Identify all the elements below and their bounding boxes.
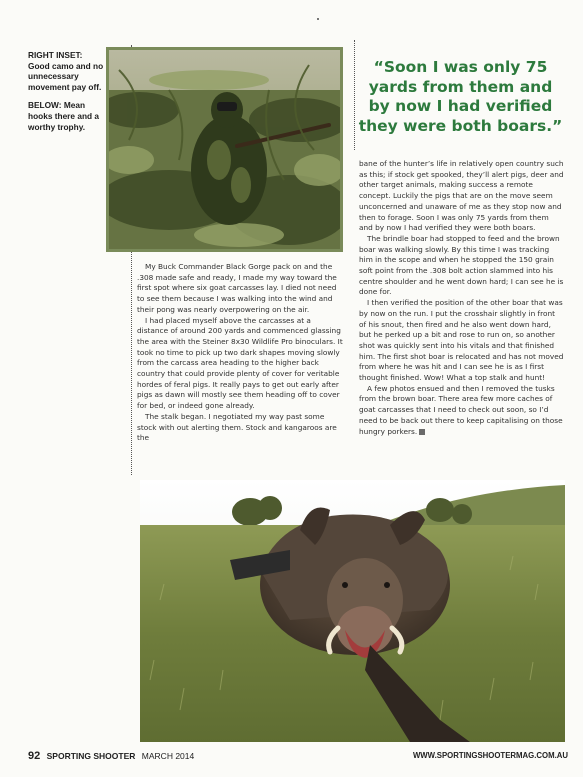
paragraph: I had placed myself above the carcasses at a distance of around 200 yards and commenced glassing the area with the Steiner 8x30 Wildlife Pro binoculars. It took no time to pick up two dark shapes moving slowly from the carcass area heading to the higher back country that could provide plenty of cover for veritable hordes of feral pigs. It really pays to get out early after pigs as dawn will mostly see them heading off to cover for bed, or indeed gone already. [137,315,343,411]
paragraph: bane of the hunter’s life in relatively open country such as this; if stock get spooked, they’ll alert pigs, deer and other target animals, making success a remote concept. Luckily the pigs that are on the move seem unconcerned and unaware of me as they stop now and then to forage. Soon I was only 75 yards from them and by now I had verified they were both boars. [359,159,564,233]
paragraph-last [359,384,564,438]
paragraph: The stalk began. I negotiated my way past some stock with out alerting them. Stock and kangaroos are the [137,411,337,443]
article-column-right [359,159,564,437]
page-speck [317,18,319,20]
paragraph: I then verified the position of the other boar that was by now on the run. I put the crosshair slightly in front of his snout, then fired and he also went down hard, but he perked up a bit and rose to run on, so another shot was quickly sent into his vitals and that finished him. The first shot boar is relocated and has not moved from where he was hit and I can see he is as I first thought finished. Wow! What a top stalk and hunt! [359,298,564,383]
caption-below [28,100,106,132]
hunter-camo-illustration [109,50,340,249]
boar-trophy-photo [140,480,565,742]
end-mark-icon [419,429,425,435]
photo-captions [28,50,106,140]
pull-quote: “Soon I was only 75 yards from them and by now I had verified they were both boars.” [358,58,563,135]
article-column-left [137,262,343,444]
caption-right-inset [28,50,106,92]
page-number: 92 [28,750,41,762]
boar-illustration [140,480,565,742]
column-divider-top [354,40,355,150]
paragraph: The brindle boar had stopped to feed and the brown boar was walking slowly. By this time I was tracking him in the scope and when he stopped the 150 grain soft point from the .308 bolt action slammed into his centre shoulder and he went down hard; I can see he is done for. [359,233,564,297]
issue-date: MARCH 2014 [141,751,195,761]
caption-text: Good camo and no unnecessary movement pay off. [28,60,104,92]
page-footer [28,750,568,764]
caption-text: Mean hooks there and a worthy trophy. [28,100,100,132]
paragraph-text: A few photos ensued and then I removed the tusks from the brown boar. There area few more caches of goat carcasses that I need to check out soon, so I’d need to be back out there to keep capitalising on those hungry porkers. [359,383,563,436]
paragraph: My Buck Commander Black Gorge pack on and the .308 made safe and ready, I made my way toward the first spot where six goat carcasses lay. I died not need to see them because I was walking into the wind and their pong was nearly overpowering on the air. [137,262,337,314]
caption-label: RIGHT INSET: [28,50,83,60]
hunter-camo-photo [106,47,343,252]
caption-label: BELOW: [28,100,62,111]
magazine-name: SPORTING SHOOTER [46,751,136,761]
magazine-url[interactable]: WWW.SPORTINGSHOOTERMAG.COM.AU [412,751,568,760]
